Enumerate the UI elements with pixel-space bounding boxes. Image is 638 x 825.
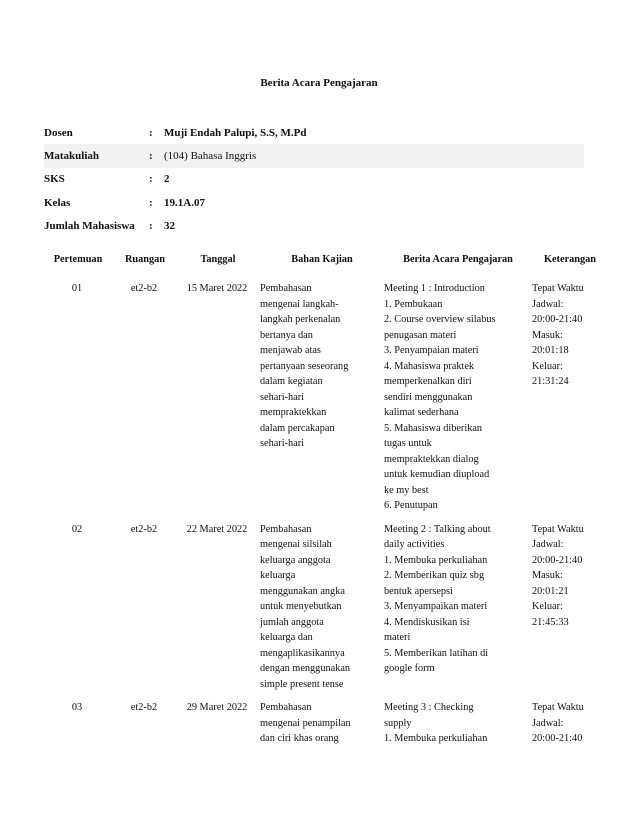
cell-bahan-kajian-line: Pembahasan bbox=[260, 283, 312, 294]
info-row bbox=[44, 121, 584, 144]
info-separator: : bbox=[149, 219, 153, 232]
cell-bahan-kajian-line: keluarga bbox=[260, 570, 296, 581]
cell-bahan-kajian-line: mempraktekkan bbox=[260, 407, 327, 418]
info-label: Jumlah Mahasiswa bbox=[44, 219, 135, 232]
table-row bbox=[42, 522, 608, 701]
cell-keterangan-line: 20:01:21 bbox=[532, 585, 569, 597]
cell-keterangan-line: Tepat Waktu bbox=[532, 523, 584, 535]
table-header-row bbox=[42, 251, 608, 281]
cell-bahan-kajian-line: simple present tense bbox=[260, 678, 344, 690]
info-label: Dosen bbox=[44, 126, 73, 139]
table-row bbox=[42, 281, 608, 522]
cell-bahan-kajian-line: sehari-hari bbox=[260, 438, 305, 449]
cell-berita-acara-line: 3. Penyampaian materi bbox=[384, 345, 479, 356]
cell-berita-acara-line: 3. Menyampaikan materi bbox=[384, 601, 488, 612]
info-value: (104) Bahasa Inggris bbox=[164, 144, 584, 167]
cell-keterangan bbox=[532, 700, 608, 755]
cell-berita-acara-line: google form bbox=[384, 663, 435, 674]
document-title: Berita Acara Pengajaran bbox=[260, 77, 378, 89]
cell-berita-acara-line: 1. Pembukaan bbox=[384, 298, 443, 310]
cell-keterangan bbox=[532, 522, 608, 701]
cell-berita-acara-line: bentuk apersepsi bbox=[384, 585, 453, 597]
cell-berita-acara-line: supply bbox=[384, 717, 412, 729]
info-value: 19.1A.07 bbox=[164, 196, 205, 209]
info-row bbox=[44, 168, 584, 191]
cell-keterangan-line: 21:45:33 bbox=[532, 616, 569, 628]
teaching-log-table bbox=[42, 251, 608, 755]
cell-berita-acara bbox=[384, 700, 532, 755]
cell-bahan-kajian-line: keluarga dan bbox=[260, 632, 313, 643]
info-label: SKS bbox=[44, 173, 65, 186]
cell-berita-acara-line: 2. Course overview silabus bbox=[384, 314, 496, 325]
cell-keterangan-line: Keluar: bbox=[532, 601, 563, 612]
cell-berita-acara-line: untuk kemudian diupload bbox=[384, 469, 490, 480]
cell-berita-acara-line: tugas untuk bbox=[384, 438, 432, 449]
info-value: Muji Endah Palupi, S.S, M.Pd bbox=[164, 126, 307, 139]
info-label: Matakuliah bbox=[44, 144, 149, 167]
cell-bahan-kajian-line: menggunakan angka bbox=[260, 585, 345, 597]
cell-keterangan-line: Tepat Waktu bbox=[532, 702, 584, 713]
cell-keterangan-line: Jadwal: bbox=[532, 539, 564, 550]
info-separator: : bbox=[149, 144, 164, 167]
cell-keterangan bbox=[532, 281, 608, 522]
cell-bahan-kajian-line: jumlah anggota bbox=[260, 616, 324, 628]
cell-berita-acara bbox=[384, 522, 532, 701]
cell-berita-acara-line: kalimat sederhana bbox=[384, 407, 459, 418]
cell-bahan-kajian-line: langkah perkenalan bbox=[260, 314, 341, 325]
cell-berita-acara-line: mempraktekkan dialog bbox=[384, 453, 479, 465]
cell-berita-acara-line: ke my best bbox=[384, 484, 429, 496]
cell-bahan-kajian-line: dalam percakapan bbox=[260, 422, 335, 434]
cell-bahan-kajian-line: mengenai silsilah bbox=[260, 539, 332, 550]
cell-bahan-kajian-line: Pembahasan bbox=[260, 523, 312, 535]
info-separator: : bbox=[149, 126, 153, 139]
cell-bahan-kajian-line: mengenai penampilan bbox=[260, 717, 351, 729]
cell-berita-acara bbox=[384, 281, 532, 522]
info-value: 32 bbox=[164, 219, 175, 232]
cell-berita-acara-line: 5. Memberikan latihan di bbox=[384, 647, 489, 659]
cell-bahan-kajian bbox=[260, 281, 384, 522]
cell-tanggal: 15 Maret 2022 bbox=[186, 283, 248, 294]
info-separator: : bbox=[149, 196, 153, 209]
cell-berita-acara-line: 1. Membuka perkuliahan bbox=[384, 733, 488, 744]
cell-ruangan: et2-b2 bbox=[130, 523, 158, 535]
cell-keterangan-line: Masuk: bbox=[532, 570, 563, 581]
info-separator: : bbox=[149, 173, 153, 186]
cell-keterangan-line: Jadwal: bbox=[532, 298, 564, 310]
cell-bahan-kajian-line: pertanyaan seseorang bbox=[260, 360, 349, 372]
cell-keterangan-line: Tepat Waktu bbox=[532, 283, 584, 294]
cell-berita-acara-line: Meeting 3 : Checking bbox=[384, 702, 474, 713]
cell-berita-acara-line: 2. Memberikan quiz sbg bbox=[384, 570, 485, 581]
cell-berita-acara-line: penugasan materi bbox=[384, 329, 457, 341]
cell-berita-acara-line: Meeting 1 : Introduction bbox=[384, 283, 485, 294]
cell-bahan-kajian-line: menjawab atas bbox=[260, 345, 321, 356]
cell-berita-acara-line: 1. Membuka perkuliahan bbox=[384, 554, 488, 566]
info-row bbox=[44, 144, 584, 167]
cell-keterangan-line: 20:00-21:40 bbox=[532, 554, 583, 566]
cell-berita-acara-line: 4. Mendiskusikan isi bbox=[384, 616, 470, 628]
cell-tanggal: 22 Maret 2022 bbox=[186, 523, 248, 535]
column-header: Pertemuan bbox=[53, 254, 103, 266]
cell-keterangan-line: 20:00-21:40 bbox=[532, 314, 583, 325]
cell-keterangan-line: 20:01:18 bbox=[532, 345, 569, 356]
info-value: 2 bbox=[164, 173, 170, 186]
cell-keterangan-line: 21:31:24 bbox=[532, 376, 569, 387]
cell-ruangan: et2-b2 bbox=[130, 283, 158, 294]
cell-bahan-kajian-line: dalam kegiatan bbox=[260, 376, 323, 387]
info-row bbox=[44, 191, 584, 214]
cell-berita-acara-line: sendiri menggunakan bbox=[384, 391, 473, 403]
cell-bahan-kajian-line: untuk menyebutkan bbox=[260, 601, 342, 612]
cell-bahan-kajian-line: dan ciri khas orang bbox=[260, 733, 339, 744]
column-header: Tanggal bbox=[200, 254, 236, 266]
info-row bbox=[44, 214, 584, 237]
cell-pertemuan: 02 bbox=[71, 523, 83, 535]
course-info bbox=[44, 121, 584, 237]
cell-berita-acara-line: daily activities bbox=[384, 539, 445, 550]
column-header: Berita Acara Pengajaran bbox=[403, 254, 513, 266]
info-label: Kelas bbox=[44, 196, 71, 209]
cell-keterangan-line: Keluar: bbox=[532, 360, 563, 372]
cell-bahan-kajian-line: keluarga anggota bbox=[260, 554, 331, 566]
cell-bahan-kajian-line: bertanya dan bbox=[260, 329, 313, 341]
cell-tanggal: 29 Maret 2022 bbox=[186, 702, 248, 713]
cell-berita-acara-line: materi bbox=[384, 632, 411, 643]
cell-berita-acara-line: Meeting 2 : Talking about bbox=[384, 523, 491, 535]
cell-pertemuan: 03 bbox=[71, 702, 83, 713]
cell-berita-acara-line: 6. Penutupan bbox=[384, 500, 438, 511]
cell-ruangan: et2-b2 bbox=[130, 702, 158, 713]
cell-bahan-kajian bbox=[260, 522, 384, 701]
cell-berita-acara-line: 5. Mahasiswa diberikan bbox=[384, 422, 483, 434]
column-header: Ruangan bbox=[124, 254, 166, 266]
cell-pertemuan: 01 bbox=[71, 283, 83, 294]
cell-bahan-kajian-line: mengenai langkah- bbox=[260, 298, 339, 310]
cell-bahan-kajian bbox=[260, 700, 384, 755]
cell-bahan-kajian-line: sehari-hari bbox=[260, 391, 305, 403]
cell-bahan-kajian-line: mengaplikasikannya bbox=[260, 647, 345, 659]
table-row bbox=[42, 700, 608, 755]
cell-keterangan-line: Jadwal: bbox=[532, 717, 564, 729]
column-header: Bahan Kajian bbox=[291, 254, 353, 266]
column-header: Keterangan bbox=[543, 254, 597, 266]
cell-bahan-kajian-line: dengan menggunakan bbox=[260, 663, 351, 674]
cell-bahan-kajian-line: Pembahasan bbox=[260, 702, 312, 713]
cell-berita-acara-line: memperkenalkan diri bbox=[384, 376, 472, 387]
cell-berita-acara-line: 4. Mahasiswa praktek bbox=[384, 360, 475, 372]
cell-keterangan-line: Masuk: bbox=[532, 329, 563, 341]
cell-keterangan-line: 20:00-21:40 bbox=[532, 733, 583, 744]
